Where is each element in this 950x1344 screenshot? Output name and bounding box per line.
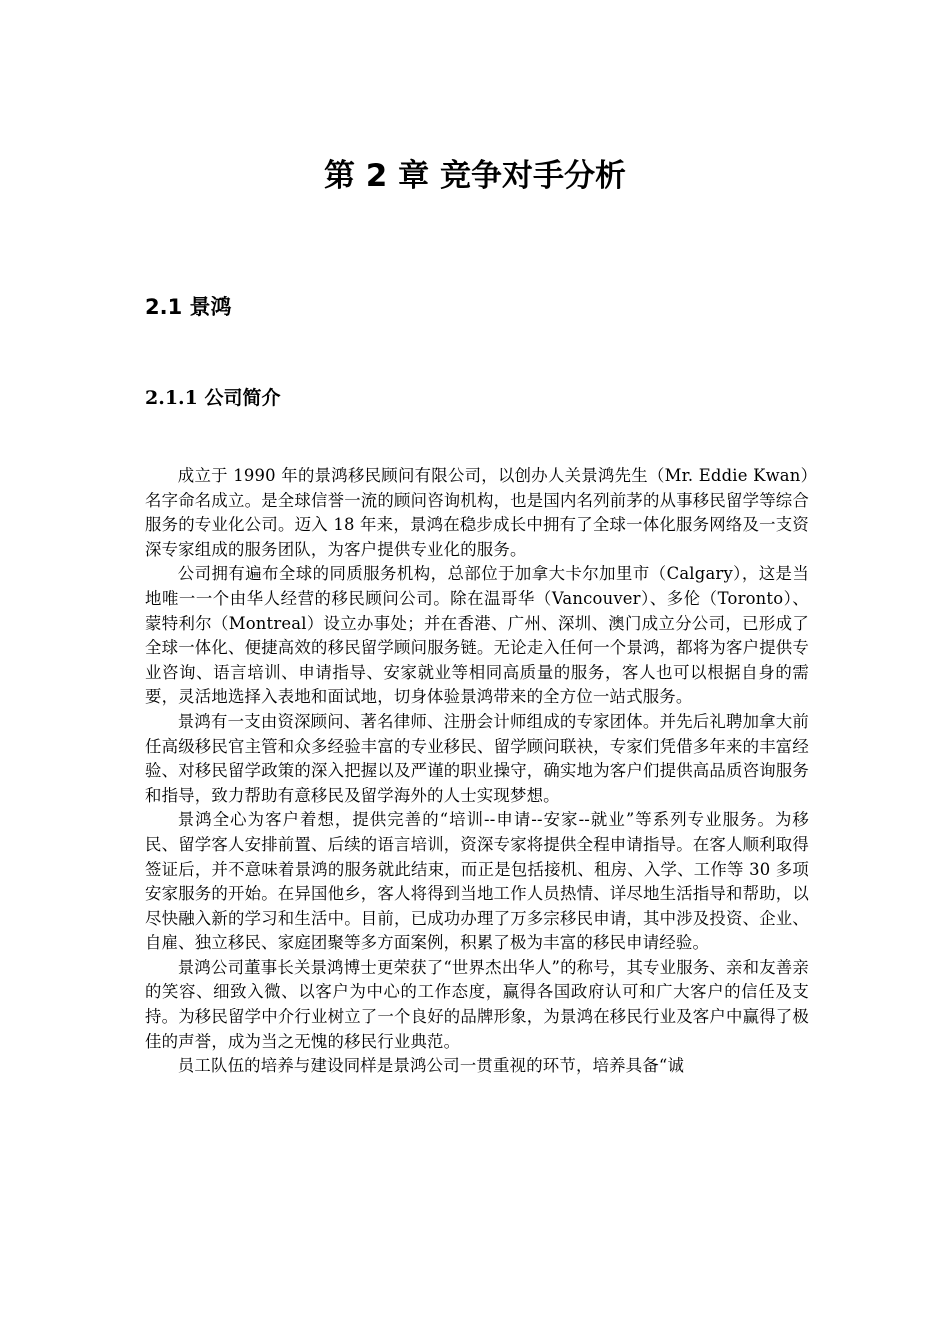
body-text bbox=[145, 464, 809, 1079]
paragraph: 景鸿有一支由资深顾问、著名律师、注册会计师组成的专家团体。并先后礼聘加拿大前任高级移民官主管和众多经验丰富的专业移民、留学顾问联袂，专家们凭借多年来的丰富经验、对移民留学政策的深入把握以及严谨的职业操守，确实地为客户们提供高品质咨询服务和指导，致力帮助有意移民及留学海外的人士实现梦想。 bbox=[145, 711, 809, 805]
chapter-title: 第 2 章 竞争对手分析 bbox=[324, 158, 626, 194]
paragraph: 景鸿公司董事长关景鸿博士更荣获了“世界杰出华人”的称号，其专业服务、亲和友善亲的笑容、细致入微、以客户为中心的工作态度，赢得各国政府认可和广大客户的信任及支持。为移民留学中介行业树立了一个良好的品牌形象，为景鸿在移民行业及客户中赢得了极佳的声誉，成为当之无愧的移民行业典范。 bbox=[145, 957, 809, 1051]
section-title: 2.1 景鸿 bbox=[145, 295, 232, 319]
paragraph: 景鸿全心为客户着想，提供完善的“培训--申请--安家--就业”等系列专业服务。为移民、留学客人安排前置、后续的语言培训，资深专家将提供全程申请指导。在客人顺利取得签证后，并不意味着景鸿的服务就此结束，而正是包括接机、租房、入学、工作等 30 多项安家服务的开始。在异国他乡，客人将得到当地工作人员热情、详尽地生活指导和帮助，以尽快融入新的学习和生活中。目前，已成功办理了万多宗移民申请，其中涉及投资、企业、自雇、独立移民、家庭团聚等多方面案例，积累了极为丰富的移民申请经验。 bbox=[145, 810, 809, 953]
subsection-title: 2.1.1 公司简介 bbox=[145, 387, 281, 409]
paragraph: 员工队伍的培养与建设同样是景鸿公司一贯重视的环节，培养具备“诚 bbox=[177, 1056, 685, 1076]
paragraph: 公司拥有遍布全球的同质服务机构，总部位于加拿大卡尔加里市（Calgary），这是当地唯一一个由华人经营的移民顾问公司。除在温哥华（Vancouver）、多伦（Toronto）、蒙特利尔（Montreal）设立办事处；并在香港、广州、深圳、澳门成立分公司，已形成了全球一体化、便捷高效的移民留学顾问服务链。无论走入任何一个景鸿，都将为客户提供专业咨询、语言培训、申请指导、安家就业等相同高质量的服务，客人也可以根据自身的需要，灵活地选择入表地和面试地，切身体验景鸿带来的全方位一站式服务。 bbox=[145, 564, 809, 707]
paragraph: 成立于 1990 年的景鸿移民顾问有限公司，以创办人关景鸿先生（Mr. Eddie Kwan）名字命名成立。是全球信誉一流的顾问咨询机构，也是国内名列前茅的从事移民留学等综合服务的专业化公司。迈入 18 年来，景鸿在稳步成长中拥有了全球一体化服务网络及一支资深专家组成的服务团队，为客户提供专业化的服务。 bbox=[145, 466, 809, 559]
